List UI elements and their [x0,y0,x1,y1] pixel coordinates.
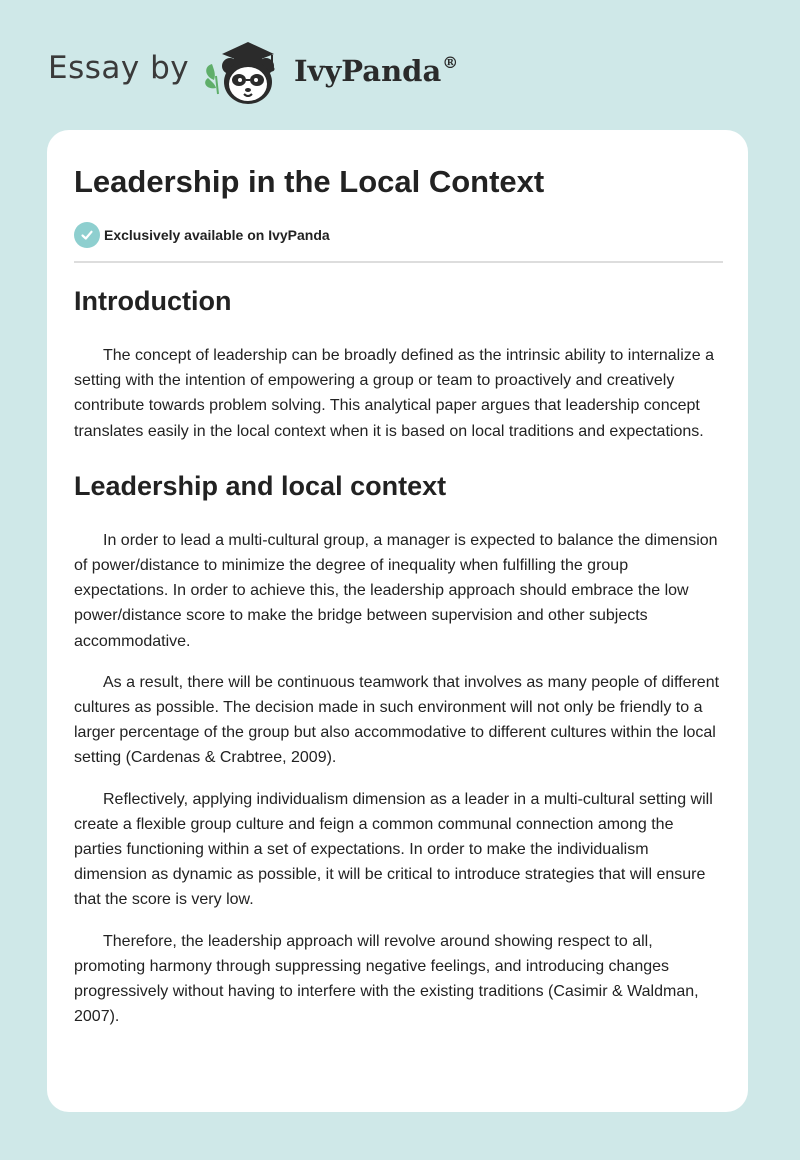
paragraph: The concept of leadership can be broadly defined as the intrinsic ability to internalize a setting with the intention of empowering a group or team to proactively and creatively contribute towards problem solving. This analytical paper argues that leadership concept translates easily in the local context when it is based on local traditions and expectations. [74,347,715,440]
divider [74,261,723,263]
paragraph: Reflectively, applying individualism dimension as a leader in a multi-cultural setting will create a flexible group culture and feign a common communal connection among the parties functioning within a set of expectations. In order to make the individualism dimension as dynamic as possible, it will be critical to introduce strategies that will ensure that the score is very low. [74,790,713,909]
section-heading-leadership-local-context: Leadership and local context [74,470,447,501]
paragraph: As a result, there will be continuous teamwork that involves as many people of different cultures as possible. The decision made in such environment will not only be friendly to a larger percentage of the group but also accommodative to different cultures within the local setting (Cardenas & Crabtree, 2009). [74,673,720,767]
exclusive-badge [74,222,330,248]
page-title: Leadership in the Local Context [74,164,545,199]
brand-prefix: Essay by [48,50,190,86]
brand-name-text: IvyPanda [294,54,442,88]
panda-graduate-icon[interactable] [200,36,296,108]
paragraph: In order to lead a multi-cultural group, a manager is expected to balance the dimension of power/distance to minimize the degree of inequality when fulfilling the group expectations. In order to achieve this, the leadership approach should embrace the low power/distance score to make the bridge between supervision and other subjects accommodative. [74,531,718,650]
essay-card [47,130,748,1112]
registered-mark: ® [442,53,459,73]
check-circle-icon [74,222,100,248]
paragraph: Therefore, the leadership approach will revolve around showing respect to all, promoting harmony through suppressing negative feelings, and introducing changes progressively without having to interfere with the existing traditions (Casimir & Waldman, 2007). [74,932,699,1026]
section-heading-introduction: Introduction [74,286,232,316]
site-header [0,0,800,130]
brand-name[interactable] [294,54,458,88]
badge-text: Exclusively available on IvyPanda [104,227,330,243]
essay-content [74,281,723,1045]
